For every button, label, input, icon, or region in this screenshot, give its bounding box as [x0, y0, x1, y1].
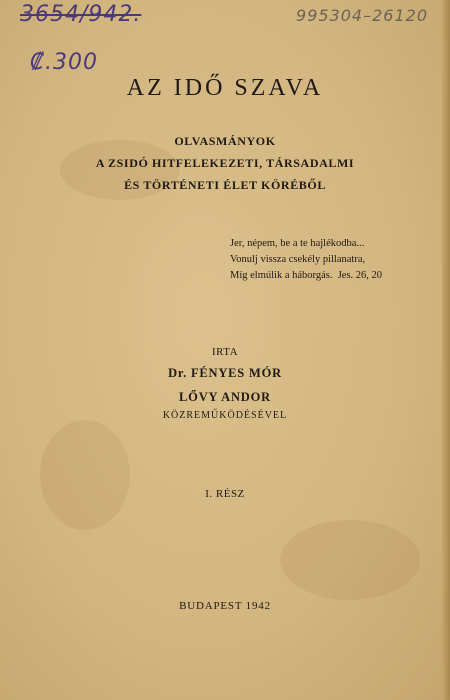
author-name: Dr. FÉNYES MÓR [168, 366, 282, 380]
subtitle-line-2: A ZSIDÓ HITFELEKEZETI, TÁRSADALMI [95, 156, 355, 170]
epigraph-line-1: Jer, népem, be a te hajlékodba... [230, 238, 365, 249]
paper-stain [280, 520, 420, 600]
pencil-catalog-number: 995304–26120 [296, 6, 428, 25]
irta-label: IRTA [211, 346, 239, 358]
part-label: I. RÉSZ [205, 488, 245, 500]
subtitle-line-1: OLVASMÁNYOK [174, 134, 276, 148]
handwritten-shelf-mark: 3654/942. [20, 2, 142, 27]
handwritten-price: ₡.300 [30, 50, 98, 75]
epigraph [230, 236, 382, 284]
coauthor-name: LŐVY ANDOR [179, 390, 271, 404]
subtitle-line-3: ÉS TÖRTÉNETI ÉLET KÖRÉBŐL [124, 178, 326, 192]
imprint: BUDAPEST 1942 [179, 600, 271, 612]
epigraph-line-3 [230, 268, 382, 284]
collaboration-label: KÖZREMŰKÖDÉSÉVEL [162, 410, 288, 421]
paper-stain [40, 420, 130, 530]
epigraph-line-3-text: Míg elmúlik a háborgás. [230, 270, 333, 281]
epigraph-reference: Jes. 26, 20 [337, 270, 383, 281]
book-title: AZ IDŐ SZAVA [126, 75, 324, 101]
epigraph-line-2: Vonulj vissza csekély pillanatra, [230, 254, 366, 265]
